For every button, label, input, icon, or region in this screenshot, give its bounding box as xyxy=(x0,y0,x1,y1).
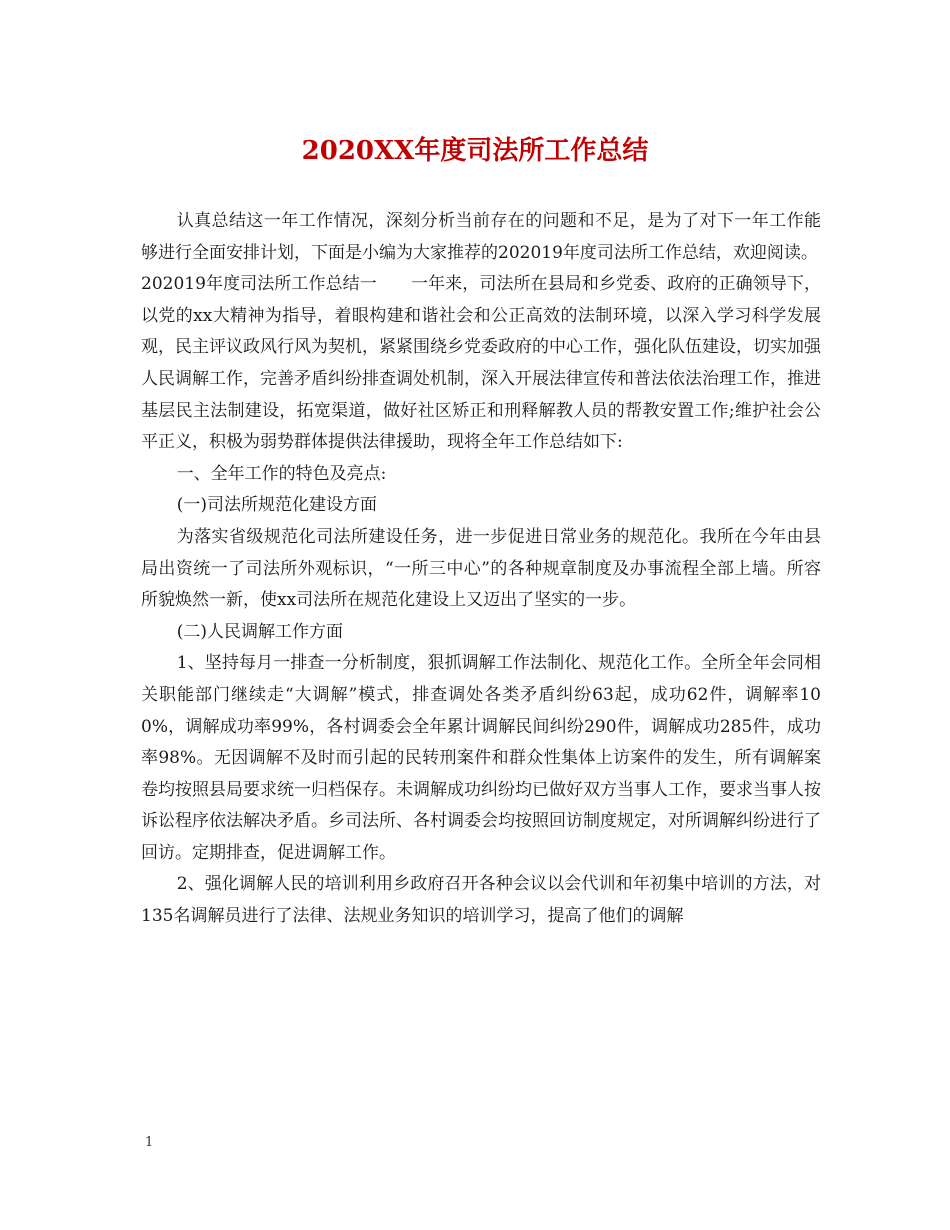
paragraph-mediation-1: 1、坚持每月一排查一分析制度，狠抓调解工作法制化、规范化工作。全所全年会同相关职能部门继续走“大调解”模式，排查调处各类矛盾纠纷63起，成功62件，调解率100%，调解成功率99%，各村调委会全年累计调解民间纠纷290件，调解成功285件，成功率98%。无因调解不及时而引起的民转刑案件和群众性集体上访案件的发生，所有调解案卷均按照县局要求统一归档保存。未调解成功纠纷均已做好双方当事人工作，要求当事人按诉讼程序依法解决矛盾。乡司法所、各村调委会均按照回访制度规定，对所调解纠纷进行了回访。定期排查，促进调解工作。 xyxy=(141,653,821,863)
paragraph-intro: 认真总结这一年工作情况，深刻分析当前存在的问题和不足，是为了对下一年工作能够进行全面安排计划，下面是小编为大家推荐的202019年度司法所工作总结，欢迎阅读。 xyxy=(141,211,821,263)
paragraph-summary-one: 202019年度司法所工作总结一 一年来，司法所在县局和乡党委、政府的正确领导下，以党的xx大精神为指导，着眼构建和谐社会和公正高效的法制环境，以深入学习科学发展观，民主评议政风行风为契机，紧紧围绕乡党委政府的中心工作，强化队伍建设，切实加强人民调解工作，完善矛盾纠纷排查调处机制，深入开展法律宣传和普法依法治理工作，推进基层民主法制建设，拓宽渠道，做好社区矫正和刑释解教人员的帮教安置工作;维护社会公平正义，积极为弱势群体提供法律援助，现将全年工作总结如下: xyxy=(141,274,821,453)
paragraph-standardization: 为落实省级规范化司法所建设任务，进一步促进日常业务的规范化。我所在今年由县局出资统一了司法所外观标识，“一所三中心”的各种规章制度及办事流程全部上墙。所容所貌焕然一新，使xx司法所在规范化建设上又迈出了坚实的一步。 xyxy=(141,526,821,611)
paragraph-mediation-2: 2、强化调解人民的培训利用乡政府召开各种会议以会代训和年初集中培训的方法，对135名调解员进行了法律、法规业务知识的培训学习，提高了他们的调解 xyxy=(141,874,821,927)
subsection-heading-standardization: (一)司法所规范化建设方面 xyxy=(176,495,377,516)
document-title: 2020XX年度司法所工作总结 xyxy=(301,136,649,166)
section-heading-highlights: 一、全年工作的特色及亮点: xyxy=(176,463,387,484)
subsection-heading-mediation: (二)人民调解工作方面 xyxy=(176,621,343,642)
page-number: 1 xyxy=(145,1135,154,1150)
document-body xyxy=(141,206,821,933)
